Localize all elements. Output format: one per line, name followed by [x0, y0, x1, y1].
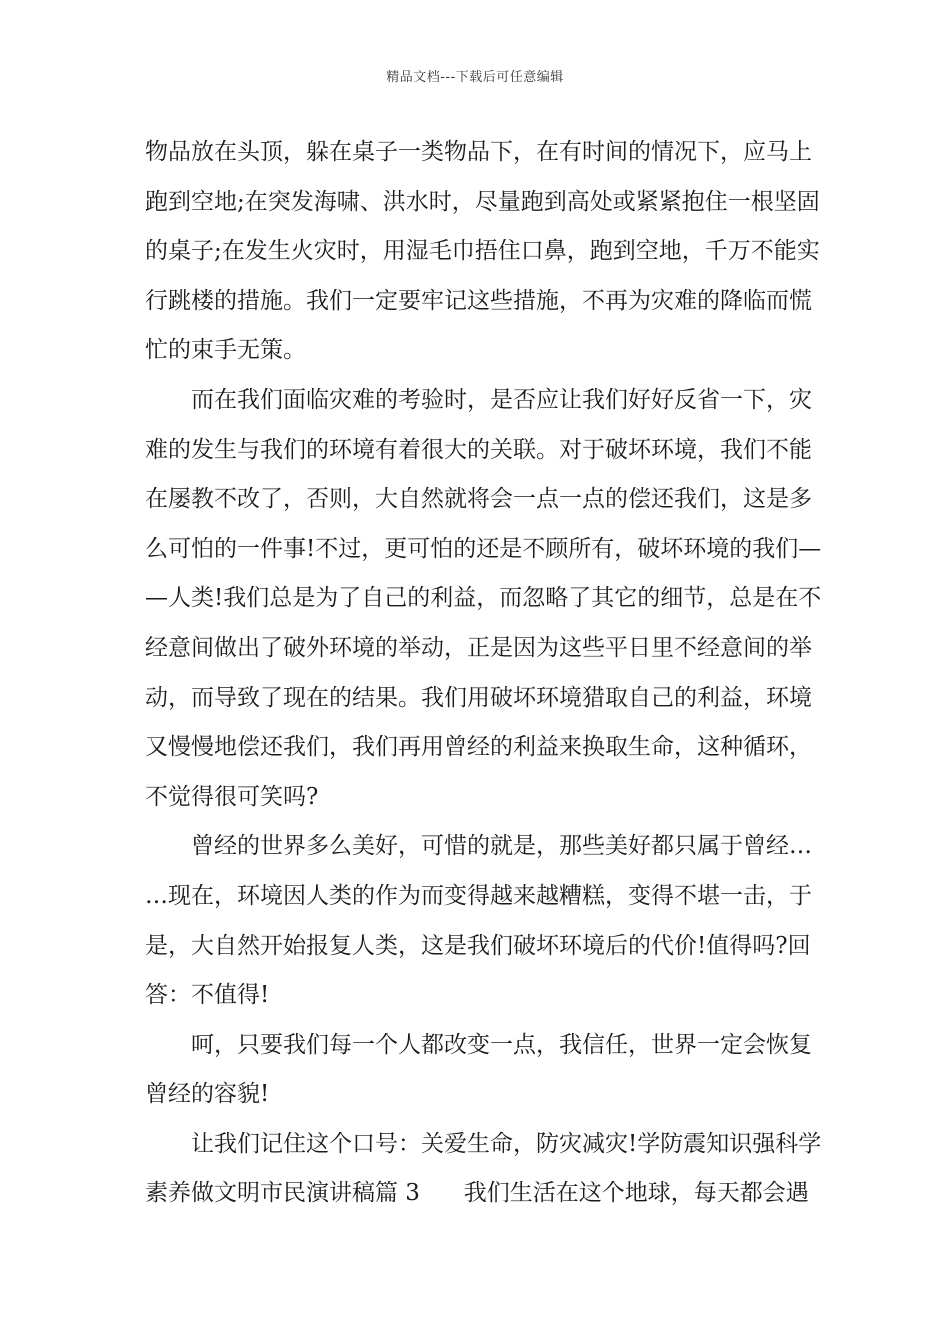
- text-line: 行跳楼的措施。我们一定要牢记这些措施，不再为灾难的降临而慌: [145, 287, 812, 314]
- text-line: 么可怕的一件事!不过，更可怕的还是不顾所有，破坏环境的我们—: [145, 535, 822, 562]
- text-line: 又慢慢地偿还我们，我们再用曾经的利益来换取生命，这种循环，: [145, 734, 812, 761]
- text-line: 曾经的世界多么美好，可惜的就是，那些美好都只属于曾经…: [191, 833, 812, 860]
- text-line: 而在我们面临灾难的考验时，是否应让我们好好反省一下，灾: [191, 386, 812, 413]
- text-line: 的桌子;在发生火灾时，用湿毛巾捂住口鼻，跑到空地，千万不能实: [145, 238, 820, 265]
- text-line: 呵，只要我们每一个人都改变一点，我信任，世界一定会恢复: [191, 1031, 812, 1058]
- text-line: 难的发生与我们的环境有着很大的关联。对于破坏环境，我们不能: [145, 436, 812, 463]
- text-line: 跑到空地;在突发海啸、洪水时，尽量跑到高处或紧紧抱住一根坚固: [145, 188, 820, 215]
- text-line: 是，大自然开始报复人类，这是我们破坏环境后的代价!值得吗?回: [145, 932, 811, 959]
- text-line: 物品放在头顶，躲在桌子一类物品下，在有时间的情况下，应马上: [145, 139, 812, 165]
- text-line: 素养做文明市民演讲稿篇 3 我们生活在这个地球，每天都会遇: [145, 1180, 809, 1207]
- text-line: 经意间做出了破外环境的举动，正是因为这些平日里不经意间的举: [145, 634, 812, 661]
- text-line: 答：不值得!: [145, 982, 270, 1009]
- document-body: [145, 128, 822, 1219]
- text-line: —人类!我们总是为了自己的利益，而忽略了其它的细节，总是在不: [145, 585, 822, 612]
- text-line: 忙的束手无策。: [145, 337, 306, 364]
- text-line: 不觉得很可笑吗?: [145, 783, 319, 810]
- text-line: 在屡教不改了，否则，大自然就将会一点一点的偿还我们，这是多: [145, 486, 812, 513]
- text-line: 动，而导致了现在的结果。我们用破坏环境猎取自己的利益，环境: [145, 684, 812, 711]
- text-line: 曾经的容貌!: [145, 1081, 270, 1108]
- page-header: 精品文档---下载后可任意编辑: [386, 70, 564, 85]
- text-line: …现在，环境因人类的作为而变得越来越糟糕，变得不堪一击，于: [145, 882, 812, 909]
- text-line: 让我们记住这个口号：关爱生命，防灾减灾!学防震知识强科学: [191, 1130, 822, 1157]
